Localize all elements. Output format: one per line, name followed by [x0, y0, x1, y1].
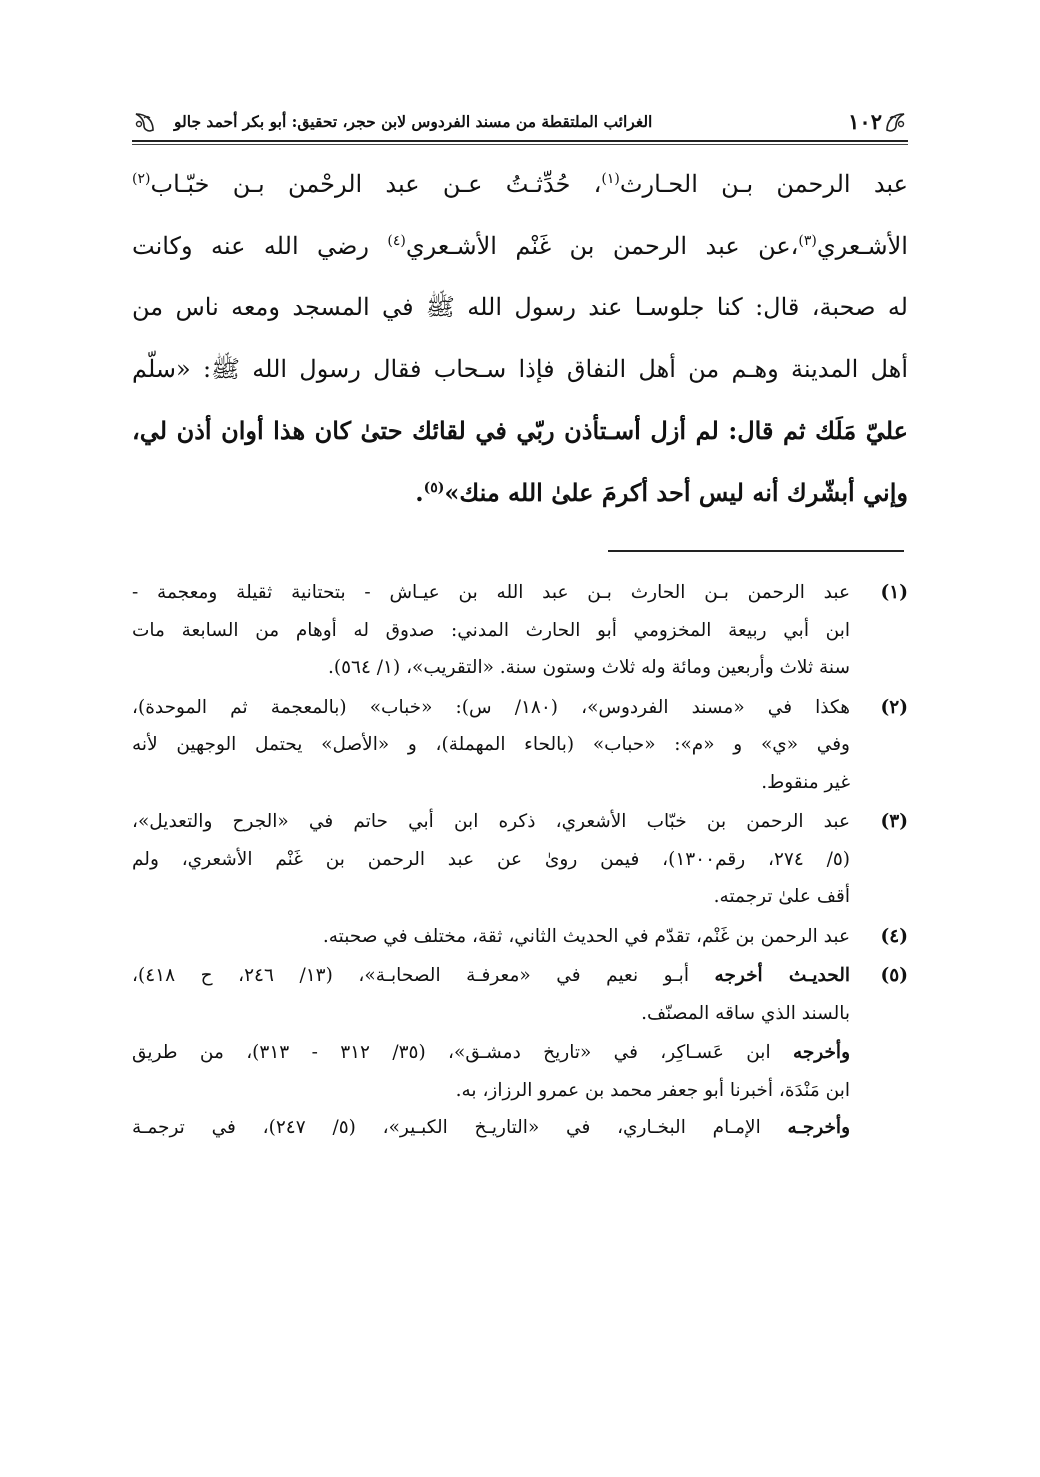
main-text — [132, 154, 908, 523]
footnote-number: (١) — [880, 582, 908, 603]
main-line-5: عليّ مَلَك ثم قال: لم أزل أسـتأذن ربّي في لقائك حتىٰ كان هذا أوان أذن لي، — [132, 416, 908, 445]
ornament-icon — [884, 110, 908, 134]
ornament-icon — [132, 110, 156, 134]
footnote-body: عبد الرحمن بن غَنْم، تقدّم في الحديث الثاني، ثقة، مختلف في صحبته. — [322, 925, 850, 947]
main-line-4: أهل المدينة وهـم من أهل النفاق فإذا سـحاب فقال رسول الله ﷺ: «سلّم — [132, 354, 908, 383]
footnote-number: (٤) — [880, 925, 908, 947]
footnote-ref[interactable]: (٢) — [132, 171, 151, 187]
page-header — [132, 104, 908, 146]
footnote-ref[interactable]: (٥) — [423, 479, 445, 496]
footnote — [132, 957, 908, 1032]
footnote-ref[interactable]: (٣) — [798, 232, 817, 249]
running-title: الغرائب الملتقطة من مسند الفردوس لابن حجر، تحقيق: أبو بكر أحمد جالو — [174, 111, 653, 131]
main-line-2: الأشـعري$^{(٣)}$،عن عبد الرحمن بن غَنْم الأشـعري$^{(٤)}$ رضي الله عنه وكانت — [132, 231, 908, 260]
main-line-6: وإني أبشّرك أنه ليس أحد أكرمَ علىٰ الله منك»$^{(٥)}$. — [415, 477, 908, 507]
footnote-number: (٢) — [880, 696, 908, 718]
footnote-body: الحديـث أخرجه أبـو نعيم في «معرفـة الصحابـة»، (١٣/ ٢٤٦، ح ٤١٨)، بالسند الذي ساقه المصنّف. — [132, 965, 850, 1024]
footnote — [132, 574, 908, 687]
footnote-ref[interactable]: (١) — [601, 171, 620, 187]
header-rule-thin — [132, 144, 908, 145]
footnote-number: (٣) — [880, 811, 908, 832]
footnote-separator — [608, 550, 904, 552]
main-line-3: له صحبة، قال: كنا جلوسـا عند رسول الله ﷺ في المسجد ومعه ناس من — [132, 293, 908, 321]
footnote — [132, 803, 908, 916]
footnote-ref[interactable]: (٤) — [387, 232, 406, 249]
footnote-number: (٥) — [880, 965, 908, 986]
footnote-continuation: وأخرجه ابن عَسـاكِر، في «تاريخ دمشـق»، (٣٥/ ٣١٢ - ٣١٣)، من طريق ابن مَنْدَة، أخبرنا أبو جعفر محمد بن عمرو الرزاز، به. وأخرجـه الإمـام البخـاري، في «التاريـخ الكبـير»، (٥/ ٢٤٧)، في ترجمـة — [132, 1042, 851, 1138]
main-line-1: عبد الرحمن بـن الحـارث$^{(١)}$، حُدِّثـتُ عـن عبد الرحْمن بـن خبّـاب$^{(٢)}$ — [132, 170, 908, 198]
page-number: ١٠٢ — [848, 108, 882, 134]
footnote — [132, 918, 908, 956]
footnote-body: هكذا في «مسند الفردوس»، (١٨٠/ س): «خباب» (بالمعجمة ثم الموحدة)، وفي «ي» و «م»: «حباب» (بالحاء المهملة)، و «الأصل» يحتمل الوجهين لأنه غير منقوط. — [132, 696, 850, 793]
footnote — [132, 689, 908, 802]
footnote-body: عبد الرحمن بـن الحارث بـن عبد الله بن عيـاش - بتحتانية ثقيلة ومعجمة - ابن أبي ربيعة المخزومي أبو الحارث المدني: صدوق له أوهام من السابعة مات سنة ثلاث وأربعين ومائة وله ثلاث وستون سنة. «التقريب»، (١/ ٥٦٤). — [132, 582, 850, 678]
header-rule — [132, 140, 908, 142]
footnotes — [132, 574, 908, 1147]
footnote-body: عبد الرحمن بن خبّاب الأشعري، ذكره ابن أبي حاتم في «الجرح والتعديل»، (٥/ ٢٧٤، رقم١٣٠٠)، فيمن روىٰ عن عبد الرحمن بن غَنْم الأشعري، ولم أقف علىٰ ترجمته. — [132, 811, 850, 907]
